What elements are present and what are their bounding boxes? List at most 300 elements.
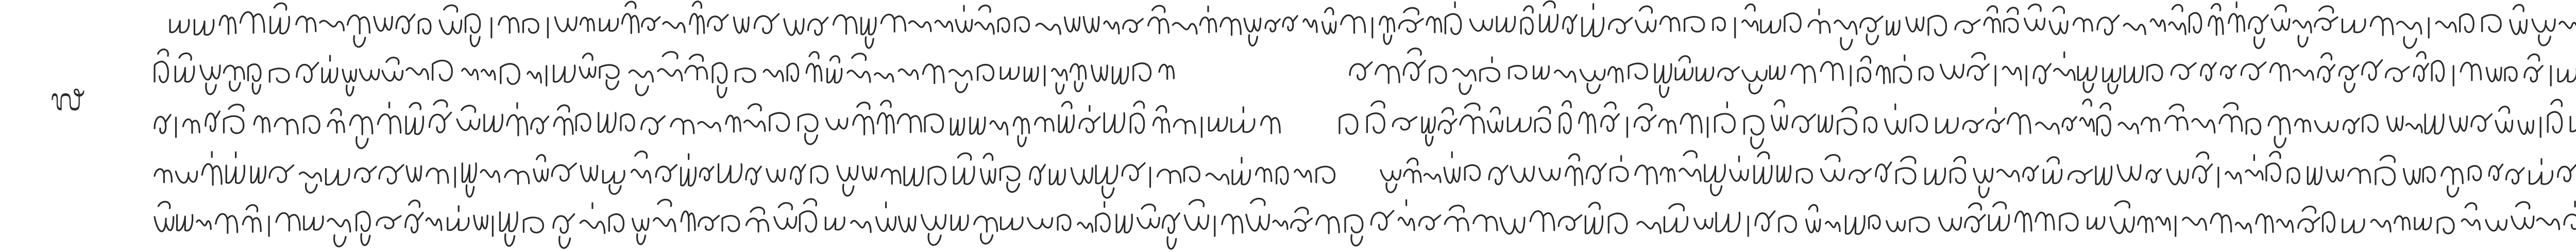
script-glyph bbox=[2165, 105, 2188, 130]
script-glyph bbox=[176, 172, 197, 183]
script-glyph bbox=[722, 216, 739, 231]
script-glyph bbox=[2489, 164, 2502, 180]
script-glyph bbox=[322, 56, 337, 82]
script-glyph bbox=[2110, 201, 2134, 233]
script-glyph bbox=[2004, 8, 2018, 32]
script-glyph bbox=[580, 54, 596, 78]
script-glyph bbox=[827, 56, 842, 83]
script-glyph bbox=[2088, 217, 2105, 229]
script-glyph bbox=[1989, 202, 2009, 230]
script-glyph bbox=[1500, 217, 1524, 233]
script-glyph bbox=[1660, 167, 1675, 181]
script-glyph bbox=[698, 122, 720, 131]
script-glyph bbox=[1876, 162, 1891, 181]
script-glyph bbox=[600, 19, 618, 31]
script-glyph bbox=[1777, 166, 1791, 182]
script-glyph bbox=[1273, 221, 1287, 229]
script-glyph bbox=[1876, 66, 1890, 83]
script-glyph bbox=[1427, 17, 1442, 32]
script-glyph bbox=[1159, 64, 1174, 79]
script-glyph bbox=[2036, 123, 2059, 134]
script-glyph bbox=[2043, 157, 2061, 183]
script-glyph bbox=[1713, 18, 1725, 30]
script-glyph bbox=[1222, 214, 1243, 233]
script-glyph bbox=[2060, 213, 2078, 231]
script-glyph bbox=[2298, 207, 2320, 232]
script-glyph bbox=[1791, 64, 1815, 83]
script-glyph bbox=[663, 22, 685, 32]
script-glyph bbox=[1608, 67, 1623, 82]
script-glyph bbox=[1488, 107, 1503, 132]
script-glyph bbox=[861, 18, 876, 48]
script-glyph bbox=[1206, 174, 1228, 184]
script-glyph bbox=[1113, 67, 1128, 83]
script-glyph bbox=[1096, 165, 1117, 198]
script-glyph bbox=[1380, 16, 1395, 44]
script-glyph bbox=[897, 114, 921, 132]
script-glyph bbox=[481, 170, 499, 182]
script-glyph bbox=[2138, 216, 2153, 232]
script-glyph bbox=[554, 65, 575, 82]
script-glyph bbox=[690, 2, 704, 34]
script-glyph bbox=[2142, 117, 2160, 131]
script-glyph bbox=[248, 64, 261, 94]
script-glyph bbox=[1508, 117, 1531, 132]
script-glyph bbox=[1963, 120, 1984, 132]
script-glyph bbox=[1092, 65, 1107, 81]
script-glyph bbox=[2272, 5, 2290, 31]
script-glyph bbox=[1104, 113, 1124, 132]
script-glyph bbox=[998, 18, 1009, 32]
script-glyph bbox=[1797, 169, 1812, 183]
script-glyph bbox=[1955, 20, 1980, 33]
script-glyph bbox=[2221, 65, 2236, 78]
script-glyph bbox=[1419, 215, 1440, 229]
script-glyph bbox=[1209, 117, 1227, 131]
script-glyph bbox=[925, 114, 943, 132]
script-glyph bbox=[2339, 65, 2359, 92]
script-glyph bbox=[2462, 203, 2480, 229]
script-glyph bbox=[2414, 52, 2428, 81]
script-glyph bbox=[406, 166, 421, 182]
script-glyph bbox=[806, 52, 821, 82]
script-glyph bbox=[1071, 64, 1086, 91]
script-glyph bbox=[837, 166, 858, 196]
script-glyph bbox=[1609, 18, 1632, 33]
script-glyph bbox=[304, 116, 319, 133]
script-glyph bbox=[328, 219, 350, 246]
script-glyph bbox=[1920, 67, 1933, 80]
script-glyph bbox=[2049, 7, 2067, 35]
script-glyph bbox=[1906, 18, 1924, 32]
script-glyph bbox=[2183, 217, 2207, 230]
script-glyph bbox=[2363, 115, 2378, 132]
script-glyph bbox=[1422, 117, 1435, 145]
script-glyph bbox=[2486, 220, 2506, 231]
script-glyph bbox=[269, 69, 289, 82]
script-glyph bbox=[1894, 55, 1911, 83]
script-glyph bbox=[1835, 21, 1857, 50]
script-glyph bbox=[1096, 202, 1110, 232]
script-glyph bbox=[1256, 167, 1272, 181]
script-glyph bbox=[1587, 164, 1606, 184]
script-glyph bbox=[304, 216, 323, 230]
script-glyph bbox=[1579, 112, 1596, 133]
script-glyph bbox=[2103, 68, 2121, 93]
script-glyph bbox=[553, 214, 574, 248]
script-glyph bbox=[2532, 20, 2555, 46]
script-glyph bbox=[1705, 165, 1725, 195]
script-glyph bbox=[800, 199, 816, 232]
script-glyph bbox=[681, 211, 695, 231]
script-glyph bbox=[374, 17, 392, 31]
script-glyph bbox=[1858, 57, 1870, 82]
script-glyph bbox=[951, 215, 968, 230]
script-glyph bbox=[2343, 19, 2365, 32]
script-glyph bbox=[882, 169, 901, 184]
script-glyph bbox=[1635, 104, 1656, 131]
script-glyph bbox=[1965, 203, 1985, 232]
script-glyph bbox=[1184, 200, 1208, 230]
script-glyph bbox=[2376, 156, 2395, 185]
script-glyph bbox=[1928, 16, 1946, 36]
script-glyph bbox=[1761, 20, 1781, 33]
script-glyph bbox=[1133, 63, 1151, 81]
script-glyph bbox=[177, 215, 193, 231]
script-glyph bbox=[2564, 201, 2576, 229]
script-glyph bbox=[1221, 18, 1241, 35]
script-glyph bbox=[2062, 117, 2076, 130]
script-glyph bbox=[877, 100, 894, 133]
script-glyph bbox=[2015, 211, 2031, 231]
script-glyph bbox=[457, 106, 480, 130]
script-glyph bbox=[1582, 4, 1604, 37]
script-glyph bbox=[2318, 53, 2335, 82]
script-glyph bbox=[1295, 170, 1311, 182]
script-glyph bbox=[1939, 217, 1961, 231]
script-glyph bbox=[2371, 220, 2391, 231]
script-glyph bbox=[378, 103, 401, 133]
script-glyph bbox=[811, 166, 827, 183]
script-glyph bbox=[433, 60, 452, 80]
script-glyph bbox=[654, 199, 675, 231]
script-glyph bbox=[2436, 22, 2456, 32]
script-glyph bbox=[1399, 8, 1423, 32]
script-glyph bbox=[552, 163, 576, 181]
script-glyph bbox=[1303, 19, 1317, 32]
script-glyph bbox=[155, 201, 174, 231]
script-glyph bbox=[466, 14, 480, 46]
script-glyph bbox=[254, 116, 269, 132]
script-glyph bbox=[1580, 70, 1605, 93]
script-glyph bbox=[2096, 166, 2112, 184]
script-glyph bbox=[713, 63, 726, 97]
script-glyph bbox=[2097, 103, 2110, 136]
script-glyph bbox=[1968, 53, 1989, 80]
script-glyph bbox=[2097, 15, 2119, 35]
script-glyph bbox=[194, 20, 213, 35]
script-glyph bbox=[405, 200, 423, 232]
script-glyph bbox=[954, 153, 974, 184]
script-glyph bbox=[1173, 23, 1196, 33]
script-glyph bbox=[2505, 67, 2517, 81]
script-glyph bbox=[499, 16, 519, 33]
script-glyph bbox=[719, 164, 742, 182]
script-glyph bbox=[1629, 63, 1647, 79]
script-glyph bbox=[155, 169, 172, 182]
script-glyph bbox=[2192, 119, 2215, 133]
script-glyph bbox=[1821, 62, 1843, 80]
script-glyph bbox=[360, 70, 379, 81]
script-glyph bbox=[1742, 4, 1758, 30]
script-glyph bbox=[2241, 62, 2266, 80]
script-glyph bbox=[1232, 158, 1250, 184]
script-glyph bbox=[2442, 167, 2463, 197]
script-glyph bbox=[2415, 217, 2431, 229]
script-glyph bbox=[1681, 113, 1702, 133]
script-glyph bbox=[1277, 167, 1288, 184]
script-glyph bbox=[320, 21, 344, 30]
script-glyph bbox=[300, 172, 321, 193]
script-glyph bbox=[1200, 6, 1216, 32]
script-glyph bbox=[2437, 217, 2454, 233]
script-glyph bbox=[534, 155, 548, 181]
script-glyph bbox=[2506, 168, 2524, 184]
script-glyph bbox=[484, 114, 502, 131]
script-glyph bbox=[580, 18, 594, 31]
script-glyph bbox=[554, 105, 573, 135]
script-glyph bbox=[1910, 217, 1929, 232]
script-glyph bbox=[956, 6, 972, 32]
script-glyph bbox=[2315, 121, 2337, 132]
script-glyph bbox=[2496, 107, 2513, 133]
script-glyph bbox=[406, 103, 423, 134]
script-glyph bbox=[1941, 64, 1963, 79]
script-glyph bbox=[355, 166, 376, 182]
script-glyph bbox=[685, 55, 707, 79]
script-glyph bbox=[528, 72, 541, 82]
script-glyph bbox=[580, 203, 604, 233]
script-glyph bbox=[2025, 4, 2045, 30]
script-glyph bbox=[825, 217, 844, 230]
script-glyph bbox=[746, 207, 768, 231]
script-glyph bbox=[240, 12, 264, 33]
script-glyph bbox=[1910, 114, 1927, 131]
script-glyph bbox=[269, 165, 294, 182]
script-glyph bbox=[2270, 63, 2290, 80]
script-glyph bbox=[2074, 18, 2093, 31]
script-glyph bbox=[1444, 152, 1460, 183]
script-glyph bbox=[1340, 114, 1358, 134]
script-glyph bbox=[899, 216, 916, 232]
script-glyph bbox=[2327, 170, 2343, 181]
script-glyph bbox=[2406, 124, 2422, 132]
script-glyph bbox=[1174, 120, 1195, 133]
script-glyph bbox=[1460, 103, 1484, 133]
script-glyph bbox=[1887, 21, 1900, 35]
script-glyph bbox=[1925, 169, 1945, 184]
script-glyph bbox=[2209, 4, 2223, 35]
script-glyph bbox=[427, 169, 448, 183]
script-glyph bbox=[1028, 218, 1053, 229]
script-glyph bbox=[1534, 66, 1549, 79]
script-glyph bbox=[326, 169, 349, 185]
script-glyph bbox=[851, 221, 871, 232]
script-glyph bbox=[251, 166, 265, 183]
script-glyph bbox=[1025, 68, 1038, 81]
script-glyph bbox=[1015, 17, 1029, 32]
script-glyph bbox=[1635, 165, 1657, 184]
script-glyph bbox=[1350, 62, 1372, 80]
script-glyph bbox=[2246, 119, 2260, 134]
script-glyph bbox=[296, 16, 316, 32]
script-glyph bbox=[396, 14, 415, 33]
script-glyph bbox=[474, 215, 487, 229]
script-glyph bbox=[197, 220, 211, 229]
script-glyph bbox=[1371, 211, 1394, 230]
script-glyph bbox=[175, 53, 194, 82]
page-number: ᭗ bbox=[50, 82, 84, 118]
script-glyph bbox=[853, 103, 874, 135]
script-glyph bbox=[1865, 117, 1877, 132]
script-glyph bbox=[1585, 203, 1602, 233]
script-glyph bbox=[1393, 117, 1416, 130]
script-glyph bbox=[1316, 166, 1335, 183]
script-glyph bbox=[1079, 106, 1100, 132]
script-glyph bbox=[2308, 167, 2321, 184]
script-glyph bbox=[2471, 114, 2492, 131]
script-glyph bbox=[791, 165, 805, 184]
text-line-3 bbox=[155, 99, 2576, 148]
script-glyph bbox=[1826, 222, 1840, 231]
script-glyph bbox=[2008, 113, 2030, 134]
script-glyph bbox=[862, 167, 876, 180]
script-glyph bbox=[736, 69, 755, 82]
script-glyph bbox=[581, 166, 597, 181]
script-glyph bbox=[1036, 24, 1060, 35]
script-glyph bbox=[2117, 165, 2141, 181]
script-glyph bbox=[2189, 13, 2201, 33]
script-glyph bbox=[622, 2, 639, 33]
script-glyph bbox=[1675, 56, 1692, 80]
script-glyph bbox=[523, 19, 539, 33]
script-glyph bbox=[970, 117, 985, 134]
script-glyph bbox=[1497, 16, 1515, 31]
script-glyph bbox=[2169, 5, 2185, 34]
script-glyph bbox=[2033, 64, 2050, 83]
script-glyph bbox=[1860, 16, 1883, 44]
script-glyph bbox=[1997, 170, 2019, 181]
script-glyph bbox=[744, 104, 765, 131]
script-glyph bbox=[1445, 2, 1461, 34]
script-glyph bbox=[641, 116, 665, 134]
script-glyph bbox=[2362, 60, 2382, 80]
script-glyph bbox=[1231, 107, 1255, 132]
script-glyph bbox=[1608, 213, 1626, 233]
script-glyph bbox=[1984, 6, 2001, 32]
script-glyph bbox=[576, 114, 590, 131]
script-glyph bbox=[1184, 166, 1200, 181]
script-glyph bbox=[1806, 205, 1820, 232]
script-glyph bbox=[382, 58, 402, 81]
script-glyph bbox=[1065, 17, 1080, 31]
script-glyph bbox=[2344, 119, 2360, 133]
script-glyph bbox=[1511, 166, 1534, 182]
script-glyph bbox=[2156, 217, 2170, 230]
script-glyph bbox=[1974, 169, 1993, 197]
script-glyph bbox=[2171, 63, 2196, 79]
script-glyph bbox=[1680, 151, 1701, 181]
script-glyph bbox=[418, 19, 430, 33]
script-glyph bbox=[1083, 17, 1099, 33]
script-glyph bbox=[1754, 152, 1772, 183]
script-glyph bbox=[1480, 57, 1500, 81]
script-glyph bbox=[2226, 172, 2241, 183]
script-glyph bbox=[501, 64, 519, 84]
script-glyph bbox=[1050, 170, 1065, 184]
script-glyph bbox=[621, 114, 634, 131]
script-glyph bbox=[2287, 168, 2299, 183]
script-glyph bbox=[1122, 163, 1145, 180]
script-glyph bbox=[2343, 220, 2364, 233]
script-glyph bbox=[200, 65, 220, 94]
script-glyph bbox=[2323, 212, 2335, 232]
script-glyph bbox=[531, 116, 549, 133]
script-glyph bbox=[1341, 15, 1365, 33]
script-glyph bbox=[1697, 68, 1714, 81]
script-glyph bbox=[834, 15, 857, 34]
script-glyph bbox=[656, 165, 676, 181]
script-glyph bbox=[603, 171, 624, 194]
script-glyph bbox=[2167, 170, 2188, 184]
script-glyph bbox=[1808, 9, 1830, 33]
script-glyph bbox=[990, 121, 1008, 135]
script-glyph bbox=[1261, 116, 1280, 133]
script-glyph bbox=[2054, 52, 2075, 80]
script-glyph bbox=[1078, 223, 1093, 232]
script-glyph bbox=[632, 152, 651, 183]
script-glyph bbox=[746, 166, 761, 184]
script-glyph bbox=[2530, 159, 2553, 184]
script-glyph bbox=[2249, 15, 2268, 48]
script-glyph bbox=[2235, 223, 2251, 233]
script-glyph bbox=[2023, 166, 2038, 180]
script-glyph bbox=[2201, 63, 2216, 80]
script-glyph bbox=[2423, 167, 2435, 182]
script-glyph bbox=[1153, 106, 1169, 132]
text-line-1 bbox=[170, 1, 2576, 49]
script-glyph bbox=[1509, 66, 1527, 79]
script-glyph bbox=[1637, 222, 1660, 233]
script-glyph bbox=[439, 5, 461, 34]
script-glyph bbox=[928, 166, 945, 184]
script-glyph bbox=[1951, 157, 1965, 183]
script-glyph bbox=[430, 100, 451, 132]
script-glyph bbox=[2229, 2, 2245, 32]
script-glyph bbox=[1246, 198, 1269, 230]
script-glyph bbox=[1052, 69, 1067, 93]
script-glyph bbox=[216, 214, 238, 233]
script-glyph bbox=[1715, 103, 1735, 133]
script-glyph bbox=[2193, 152, 2212, 182]
script-glyph bbox=[224, 65, 244, 91]
script-glyph bbox=[1665, 204, 1688, 232]
script-glyph bbox=[2124, 24, 2145, 35]
script-glyph bbox=[462, 69, 478, 79]
script-glyph bbox=[1013, 117, 1029, 146]
script-glyph bbox=[671, 119, 694, 134]
script-glyph bbox=[1345, 215, 1363, 245]
